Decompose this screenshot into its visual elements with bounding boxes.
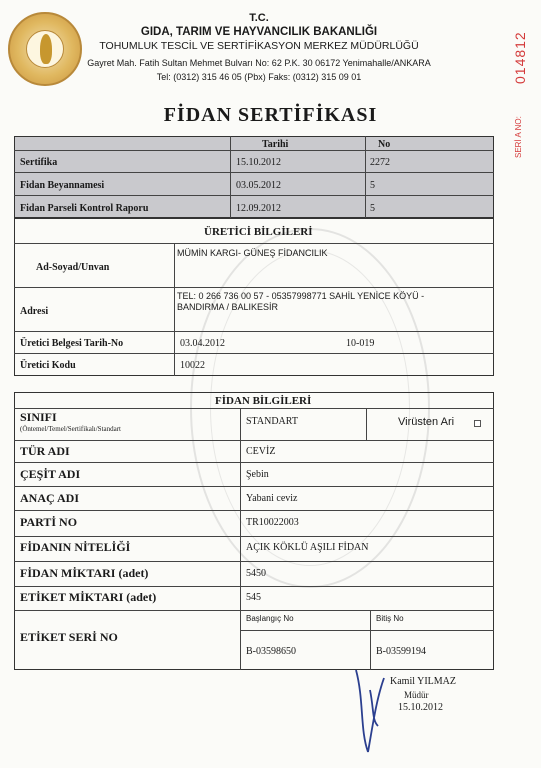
signatory-name: Kamil YILMAZ xyxy=(390,676,457,687)
species-label: TÜR ADI xyxy=(20,444,70,458)
end-no-label: Bitiş No xyxy=(376,614,404,623)
address-line1: TEL: 0 266 736 00 57 - 05357998771 SAHİL YENİCE KÖYÜ - xyxy=(177,291,425,301)
header-directorate: TOHUMLUK TESCİL VE SERTİFİKASYON MERKEZ MÜDÜRLÜĞÜ xyxy=(99,40,419,52)
report-no: 5 xyxy=(370,203,375,214)
page-title: FİDAN SERTİFİKASI xyxy=(163,104,378,126)
row-divider xyxy=(14,172,494,173)
lot-value: TR10022003 xyxy=(246,517,299,528)
quantity-value: 5450 xyxy=(246,568,266,579)
serial-label: SERİ A NO: xyxy=(514,116,523,158)
row-label-certificate: Sertifika xyxy=(20,157,58,168)
header-ministry: GIDA, TARIM VE HAYVANCILIK BAKANLIĞI xyxy=(140,26,378,38)
row-divider xyxy=(14,561,494,562)
name-value: MÜMİN KARGI- GÜNEŞ FİDANCILIK xyxy=(177,248,328,258)
row-divider xyxy=(14,440,494,441)
row-divider xyxy=(14,150,494,151)
row-divider xyxy=(14,331,494,332)
quality-value: AÇIK KÖKLÜ AŞILI FİDAN xyxy=(246,542,369,553)
address-label: Adresi xyxy=(20,306,49,317)
header-tc: T.C. xyxy=(249,12,269,24)
handwritten-signature xyxy=(350,660,390,756)
license-date: 03.04.2012 xyxy=(180,338,225,349)
species-value: CEVİZ xyxy=(246,446,276,457)
end-no-value: B-03599194 xyxy=(376,646,426,657)
row-divider xyxy=(14,287,494,288)
row-divider xyxy=(14,243,494,244)
row-divider xyxy=(14,510,494,511)
producer-code-value: 10022 xyxy=(180,360,205,371)
col-divider xyxy=(230,136,231,218)
row-divider xyxy=(14,195,494,196)
rootstock-label: ANAÇ ADI xyxy=(20,491,80,505)
col-divider xyxy=(366,408,367,440)
start-no-label: Başlangıç No xyxy=(246,614,294,623)
certificate-date: 15.10.2012 xyxy=(236,157,281,168)
lot-label: PARTİ NO xyxy=(20,515,78,529)
declaration-no: 5 xyxy=(370,180,375,191)
license-label: Üretici Belgesi Tarih-No xyxy=(20,338,124,349)
signatory-role: Müdür xyxy=(404,690,429,700)
row-divider xyxy=(14,536,494,537)
report-date: 12.09.2012 xyxy=(236,203,281,214)
declaration-date: 03.05.2012 xyxy=(236,180,281,191)
header-phones: Tel: (0312) 315 46 05 (Pbx) Faks: (0312) 315 09 01 xyxy=(156,72,362,82)
virus-free-checkbox[interactable] xyxy=(474,420,481,427)
wheat-icon xyxy=(40,34,52,64)
class-value: STANDART xyxy=(246,416,298,427)
name-label: Ad-Soyad/Unvan xyxy=(36,262,110,273)
license-no: 10-019 xyxy=(346,338,375,349)
serial-value: 014812 xyxy=(512,31,528,84)
sapling-section xyxy=(14,392,494,670)
row-divider xyxy=(240,630,494,631)
col-divider xyxy=(365,136,366,218)
tag-serial-label: ETİKET SERİ NO xyxy=(20,630,118,644)
row-label-report: Fidan Parseli Kontrol Raporu xyxy=(20,203,149,214)
quantity-label: FİDAN MİKTARI (adet) xyxy=(20,566,149,580)
row-divider xyxy=(14,462,494,463)
row-divider xyxy=(14,610,494,611)
col-date-header: Tarihi xyxy=(262,139,289,150)
class-label: SINIFI xyxy=(20,410,57,424)
class-sublabel: (Öntemel/Temel/Sertifikalı/Standart xyxy=(20,425,121,433)
tag-quantity-label: ETİKET MİKTARI (adet) xyxy=(20,590,157,604)
row-divider xyxy=(14,353,494,354)
producer-code-label: Üretici Kodu xyxy=(20,360,76,371)
ministry-logo xyxy=(8,12,82,86)
quality-label: FİDANIN NİTELİĞİ xyxy=(20,540,131,554)
variety-value: Şebin xyxy=(246,469,269,480)
certificate-no: 2272 xyxy=(370,157,390,168)
signature-date: 15.10.2012 xyxy=(398,702,443,713)
col-no-header: No xyxy=(378,139,391,150)
sapling-heading: FİDAN BİLGİLERİ xyxy=(215,395,312,407)
address-line2: BANDIRMA / BALIKESİR xyxy=(177,302,279,312)
header-address: Gayret Mah. Fatih Sultan Mehmet Bulvarı No: 62 P.K. 30 06172 Yenimahalle/ANKARA xyxy=(87,58,431,68)
producer-heading: ÜRETİCİ BİLGİLERİ xyxy=(204,226,313,238)
rootstock-value: Yabani ceviz xyxy=(246,493,298,504)
start-no-value: B-03598650 xyxy=(246,646,296,657)
serial-number xyxy=(512,20,532,160)
row-label-declaration: Fidan Beyannamesi xyxy=(20,180,105,191)
row-divider xyxy=(14,408,494,409)
virus-free-label: Virüsten Ari xyxy=(398,416,455,428)
tag-quantity-value: 545 xyxy=(246,592,261,603)
row-divider xyxy=(14,586,494,587)
row-divider xyxy=(14,486,494,487)
variety-label: ÇEŞİT ADI xyxy=(20,467,81,481)
